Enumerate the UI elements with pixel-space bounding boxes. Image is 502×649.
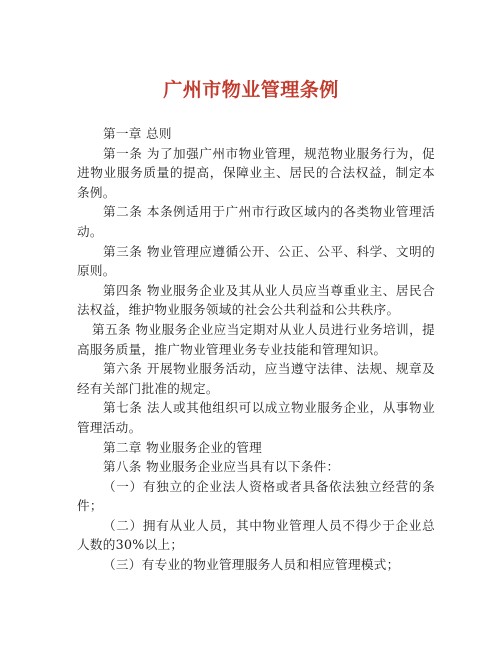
article-paragraph: 第六条 开展物业服务活动，应当遵守法律、法规、规章及经有关部门批准的规定。 [77, 361, 435, 396]
article-paragraph: 第五条 物业服务企业应当定期对从业人员进行业务培训，提高服务质量，推广物业管理业务专业技能和管理知识。 [77, 321, 435, 357]
article-paragraph: 第八条 物业服务企业应当具有以下条件： [103, 459, 340, 475]
article-paragraph: 第二条 本条例适用于广州市行政区域内的各类物业管理活动。 [77, 204, 435, 239]
chapter-heading: 第二章 物业服务企业的管理 [103, 439, 263, 455]
document-body [77, 124, 435, 575]
list-item: （一）有独立的企业法人资格或者具备依法独立经营的条件； [77, 478, 435, 514]
list-item: （三）有专业的物业管理服务人员和相应管理模式； [103, 557, 400, 573]
document-title: 广州市物业管理条例 [163, 79, 339, 101]
article-paragraph: 第四条 物业服务企业及其从业人员应当尊重业主、居民合法权益，维护物业服务领域的社会公共利益和公共秩序。 [77, 282, 435, 318]
chapter-heading: 第一章 总则 [103, 126, 172, 141]
article-paragraph: 第七条 法人或其他组织可以成立物业服务企业，从事物业管理活动。 [77, 400, 435, 435]
article-paragraph: 第三条 物业管理应遵循公开、公正、公平、科学、文明的原则。 [77, 243, 435, 279]
article-paragraph: 第一条 为了加强广州市物业管理，规范物业服务行为，促进物业服务质量的提高，保障业主、居民的合法权益，制定本条例。 [77, 145, 435, 200]
list-item: （二）拥有从业人员，其中物业管理人员不得少于企业总人数的30%以上； [77, 517, 435, 553]
